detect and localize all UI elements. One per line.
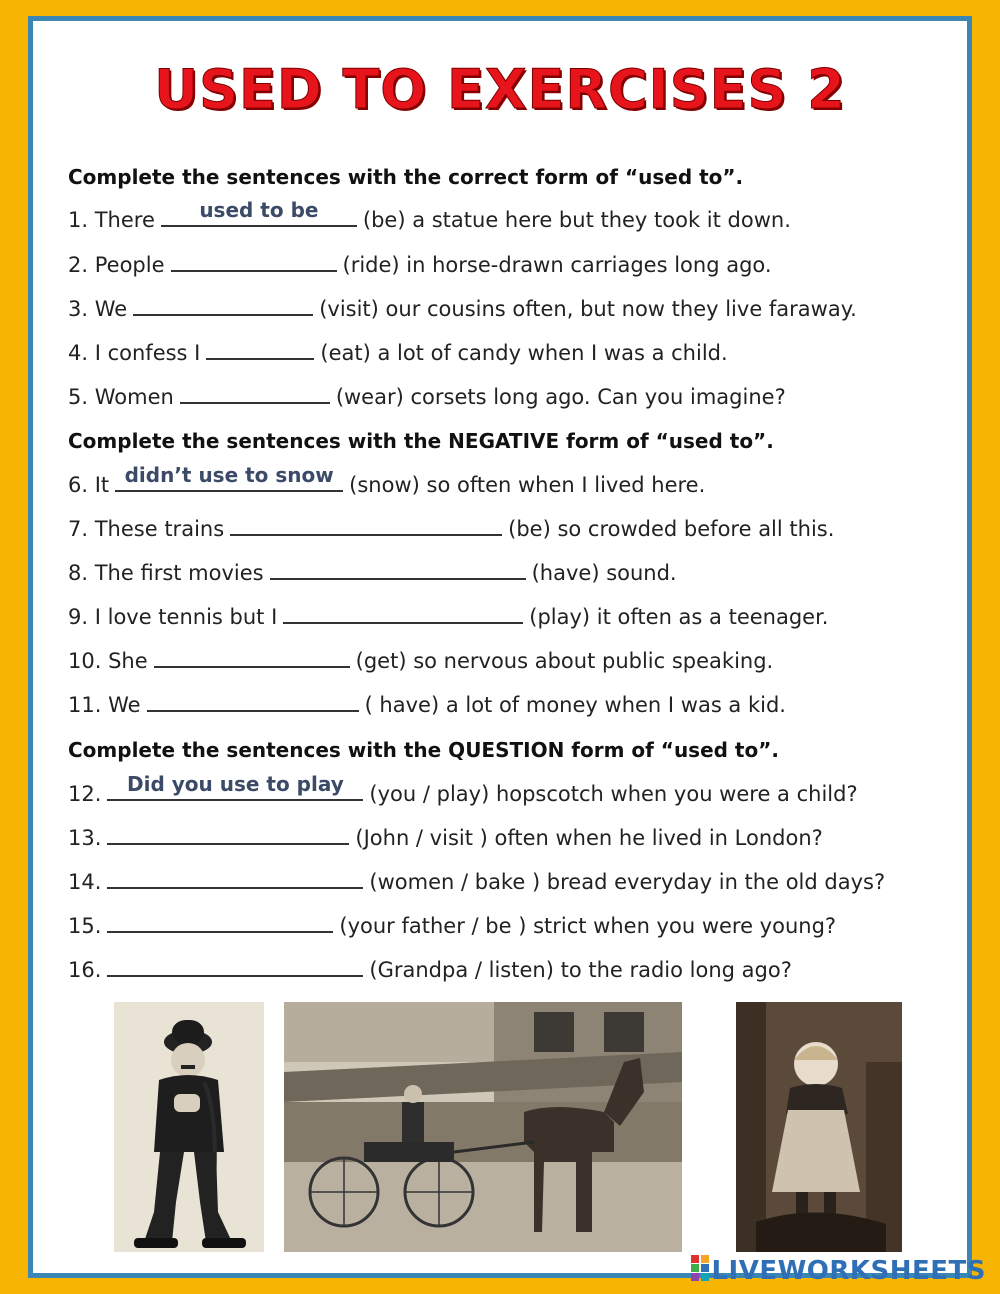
- answer-blank-10[interactable]: [154, 648, 350, 668]
- liveworksheets-logo-icon: [691, 1255, 709, 1288]
- answer-blank-9[interactable]: [283, 604, 523, 624]
- answer-blank-11[interactable]: [147, 692, 359, 712]
- answer-blank-6[interactable]: didn’t use to snow: [115, 472, 343, 492]
- answer-blank-3[interactable]: [133, 296, 313, 316]
- page-title: USED TO EXERCISES 2: [154, 58, 846, 121]
- answer-blank-14[interactable]: [107, 869, 363, 889]
- horse-carriage-photo: [284, 1002, 682, 1252]
- exercise-item-5: 5. Women (wear) corsets long ago. Can you imagine?: [68, 385, 786, 409]
- instruction-question: Complete the sentences with the QUESTION form of “used to”.: [68, 738, 779, 762]
- chaplin-photo: [114, 1002, 264, 1252]
- answer-blank-1[interactable]: used to be: [161, 207, 357, 227]
- answer-blank-15[interactable]: [107, 913, 333, 933]
- exercise-item-12: 12. Did you use to play (you / play) hopscotch when you were a child?: [68, 772, 858, 806]
- answer-blank-12[interactable]: Did you use to play: [107, 781, 363, 801]
- exercise-item-16: 16. (Grandpa / listen) to the radio long ago?: [68, 958, 792, 982]
- liveworksheets-logo: LIVEWORKSHEETS: [691, 1255, 986, 1288]
- exercise-item-2: 2. People (ride) in horse-drawn carriages long ago.: [68, 253, 772, 277]
- exercise-item-8: 8. The first movies (have) sound.: [68, 561, 677, 585]
- exercise-item-6: 6. It didn’t use to snow (snow) so often when I lived here.: [68, 463, 706, 497]
- exercise-item-13: 13. (John / visit ) often when he lived in London?: [68, 826, 823, 850]
- instruction-negative: Complete the sentences with the NEGATIVE form of “used to”.: [68, 429, 774, 453]
- exercise-item-11: 11. We ( have) a lot of money when I was a kid.: [68, 693, 786, 717]
- exercise-item-14: 14. (women / bake ) bread everyday in the old days?: [68, 870, 886, 894]
- exercise-item-15: 15. (your father / be ) strict when you were young?: [68, 914, 837, 938]
- exercise-item-1: 1. There used to be (be) a statue here but they took it down.: [68, 198, 791, 232]
- exercise-item-7: 7. These trains (be) so crowded before all this.: [68, 517, 835, 541]
- instruction-affirmative: Complete the sentences with the correct form of “used to”.: [68, 165, 744, 189]
- answer-blank-4[interactable]: [206, 340, 314, 360]
- exercise-item-4: 4. I confess I (eat) a lot of candy when I was a child.: [68, 341, 728, 365]
- answer-blank-7[interactable]: [230, 516, 502, 536]
- exercise-item-3: 3. We (visit) our cousins often, but now they live faraway.: [68, 297, 857, 321]
- exercise-item-9: 9. I love tennis but I (play) it often as a teenager.: [68, 605, 829, 629]
- exercise-item-10: 10. She (get) so nervous about public speaking.: [68, 649, 774, 673]
- answer-blank-2[interactable]: [171, 252, 337, 272]
- answer-blank-8[interactable]: [270, 560, 526, 580]
- answer-blank-5[interactable]: [180, 384, 330, 404]
- child-portrait-photo: [736, 1002, 902, 1252]
- answer-blank-13[interactable]: [107, 825, 349, 845]
- answer-blank-16[interactable]: [107, 957, 363, 977]
